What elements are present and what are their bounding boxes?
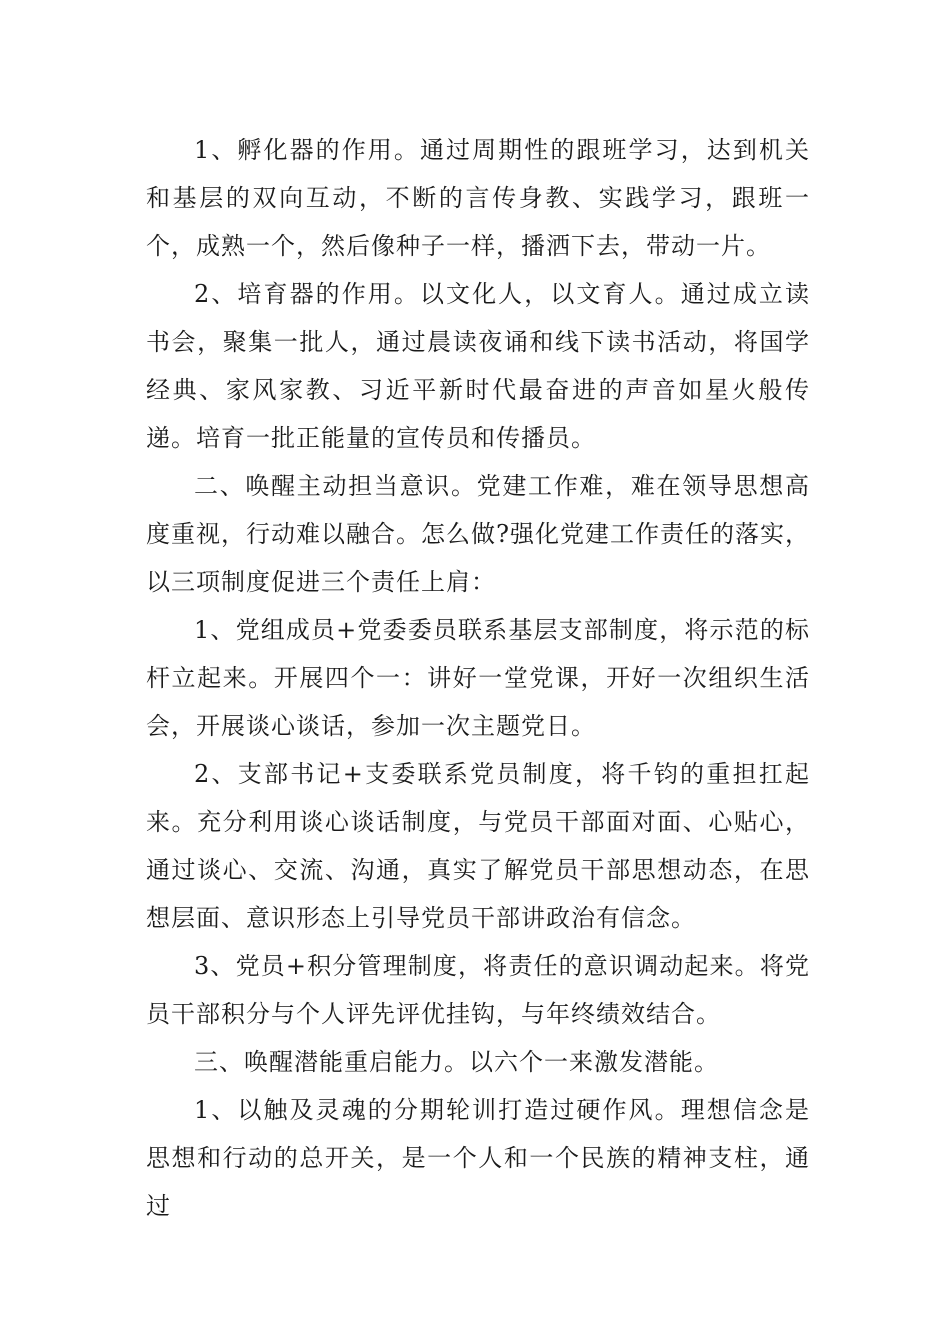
paragraph-incubator: 1、孵化器的作用。通过周期性的跟班学习，达到机关和基层的双向互动，不断的言传身教、实践学习，跟班一个，成熟一个，然后像种子一样，播洒下去，带动一片。: [146, 136, 810, 260]
paragraph-section-three-heading: 三、唤醒潜能重启能力。以六个一来激发潜能。: [194, 1048, 719, 1076]
paragraph-party-group-system: 1、党组成员+党委委员联系基层支部制度，将示范的标杆立起来。开展四个一：讲好一堂党课，开好一次组织生活会，开展谈心谈话，参加一次主题党日。: [146, 616, 810, 740]
paragraph-points-system: 3、党员+积分管理制度，将责任的意识调动起来。将党员干部积分与个人评先评优挂钩，与年终绩效结合。: [146, 952, 810, 1028]
paragraph-section-two-heading: 二、唤醒主动担当意识。党建工作难，难在领导思想高度重视，行动难以融合。怎么做?强化党建工作责任的落实，以三项制度促进三个责任上肩：: [146, 472, 810, 596]
paragraph-branch-secretary-system: 2、支部书记+支委联系党员制度，将千钧的重担扛起来。充分利用谈心谈话制度，与党员干部面对面、心贴心，通过谈心、交流、沟通，真实了解党员干部思想动态，在思想层面、意识形态上引导党员干部讲政治有信念。: [146, 760, 810, 932]
paragraph-rotation-training: 1、以触及灵魂的分期轮训打造过硬作风。理想信念是思想和行动的总开关，是一个人和一个民族的精神支柱，通过: [146, 1096, 810, 1220]
paragraph-cultivator: 2、培育器的作用。以文化人，以文育人。通过成立读书会，聚集一批人，通过晨读夜诵和线下读书活动，将国学经典、家风家教、习近平新时代最奋进的声音如星火般传递。培育一批正能量的宣传员和传播员。: [146, 280, 810, 452]
